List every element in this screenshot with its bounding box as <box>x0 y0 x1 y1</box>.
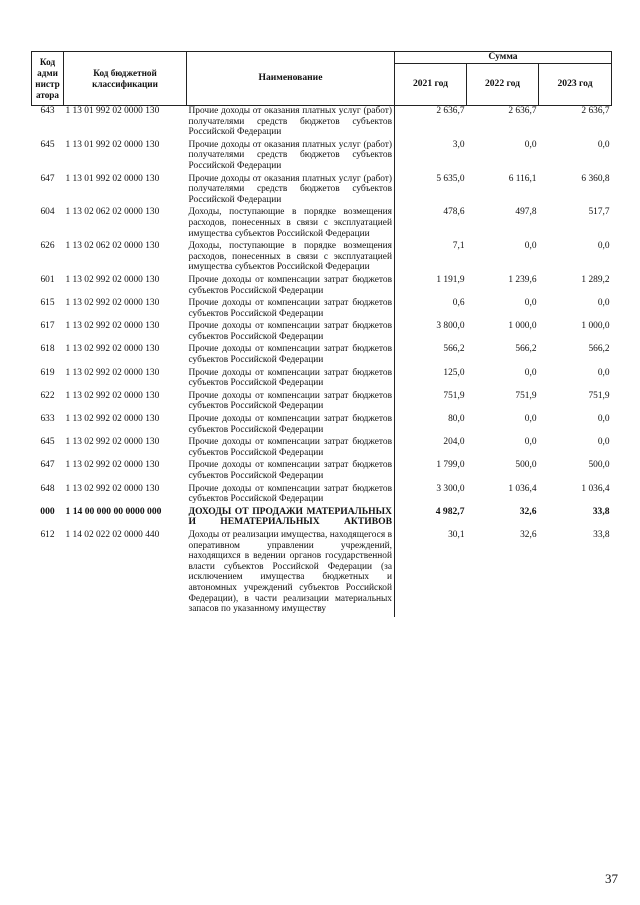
budget-revenue-table <box>31 51 612 617</box>
header-year-2022: 2022 год <box>467 64 539 106</box>
cell-name: Прочие доходы от компенсации затрат бюджетов субъектов Российской Федерации <box>188 298 392 319</box>
cell-sum-2023: 2 636,7 <box>581 106 610 116</box>
cell-sum-2023: 0,0 <box>597 241 610 252</box>
cell-sum-2021: 1 191,9 <box>395 275 467 298</box>
cell-name: ДОХОДЫ ОТ ПРОДАЖИ МАТЕРИАЛЬНЫХ И НЕМАТЕРИАЛЬНЫХ АКТИВОВ <box>188 505 392 528</box>
cell-sum-2022: 1 000,0 <box>508 321 537 332</box>
table-row <box>32 321 612 344</box>
cell-name: Прочие доходы от компенсации затрат бюджетов субъектов Российской Федерации <box>188 344 392 366</box>
cell-sum-2021: 3,0 <box>395 140 467 174</box>
cell-name: Доходы, поступающие в порядке возмещения расходов, понесенных в связи с эксплуатацией имущества субъектов Российской Федерации <box>188 241 392 273</box>
header-name: Наименование <box>187 52 395 106</box>
cell-sum-2022: 1 036,4 <box>508 483 537 494</box>
cell-sum-2023: 0,0 <box>597 139 610 150</box>
table-row <box>32 391 612 414</box>
cell-budget-code: 1 13 02 062 02 0000 130 <box>65 207 160 218</box>
cell-sum-2022: 0,0 <box>524 414 537 425</box>
cell-admin-code: 618 <box>40 344 55 355</box>
cell-sum-2022: 2 636,7 <box>508 106 537 116</box>
header-admin-code: Код адми нистр атора <box>32 52 64 106</box>
cell-admin-code: 647 <box>40 173 55 184</box>
cell-name: Доходы от реализации имущества, находящегося в оперативном управлении учреждений, находящихся в ведении органов государственной власти субъектов Российской Федерации (за исключением имущества бюджетных и автономных учреждений субъектов Российской Федерации), в части реализации материальных запасов по указанному имуществу <box>188 529 392 615</box>
cell-sum-2021: 204,0 <box>395 437 467 460</box>
cell-admin-code: 619 <box>40 367 55 378</box>
cell-name: Прочие доходы от компенсации затрат бюджетов субъектов Российской Федерации <box>188 460 392 481</box>
cell-sum-2023: 0,0 <box>597 367 610 378</box>
cell-sum-2022: 0,0 <box>524 437 537 448</box>
cell-sum-2023: 1 000,0 <box>581 321 610 332</box>
cell-name: Прочие доходы от оказания платных услуг (работ) получателями средств бюджетов субъектов Российской Федерации <box>188 139 392 171</box>
cell-sum-2021: 566,2 <box>395 344 467 367</box>
header-year-2021: 2021 год <box>395 64 467 106</box>
cell-sum-2023: 0,0 <box>597 298 610 309</box>
cell-sum-2023: 33,8 <box>593 529 610 540</box>
cell-budget-code: 1 13 01 992 02 0000 130 <box>65 106 160 116</box>
cell-sum-2022: 1 239,6 <box>508 274 537 285</box>
cell-name: Прочие доходы от компенсации затрат бюджетов субъектов Российской Федерации <box>188 437 392 458</box>
cell-sum-2021: 7,1 <box>395 241 467 275</box>
cell-sum-2023: 500,0 <box>588 460 610 471</box>
cell-budget-code: 1 13 02 992 02 0000 130 <box>65 414 160 425</box>
cell-budget-code: 1 13 02 992 02 0000 130 <box>65 344 160 355</box>
table-row <box>32 298 612 321</box>
table-row <box>32 140 612 174</box>
table-body <box>32 106 612 617</box>
cell-name: Прочие доходы от компенсации затрат бюджетов субъектов Российской Федерации <box>188 483 392 505</box>
table-row <box>32 207 612 241</box>
cell-budget-code: 1 13 02 062 02 0000 130 <box>65 241 160 252</box>
cell-admin-code: 645 <box>40 437 55 448</box>
cell-sum-2022: 0,0 <box>524 298 537 309</box>
cell-sum-2021: 751,9 <box>395 391 467 414</box>
cell-name: Доходы, поступающие в порядке возмещения расходов, понесенных в связи с эксплуатацией имущества субъектов Российской Федерации <box>188 207 392 239</box>
cell-admin-code: 626 <box>40 241 55 252</box>
cell-name: Прочие доходы от компенсации затрат бюджетов субъектов Российской Федерации <box>188 367 392 389</box>
page-number: 37 <box>605 871 618 886</box>
cell-admin-code: 601 <box>40 274 55 285</box>
cell-budget-code: 1 13 02 992 02 0000 130 <box>65 483 160 494</box>
cell-sum-2021: 3 300,0 <box>395 484 467 507</box>
cell-sum-2021: 0,6 <box>395 298 467 321</box>
cell-sum-2022: 0,0 <box>524 241 537 252</box>
cell-name: Прочие доходы от компенсации затрат бюджетов субъектов Российской Федерации <box>188 414 392 435</box>
cell-name: Прочие доходы от оказания платных услуг (работ) получателями средств бюджетов субъектов Российской Федерации <box>188 173 392 205</box>
cell-sum-2022: 500,0 <box>515 460 537 471</box>
cell-admin-code: 604 <box>40 207 55 218</box>
cell-sum-2021: 80,0 <box>395 414 467 437</box>
cell-sum-2023: 0,0 <box>597 437 610 448</box>
cell-budget-code: 1 13 02 992 02 0000 130 <box>65 367 160 378</box>
cell-admin-code: 648 <box>40 483 55 494</box>
cell-sum-2021: 478,6 <box>395 207 467 241</box>
table-row <box>32 460 612 483</box>
cell-admin-code: 643 <box>40 106 55 116</box>
cell-sum-2023: 566,2 <box>588 344 610 355</box>
cell-sum-2022: 566,2 <box>515 344 537 355</box>
table-row <box>32 437 612 460</box>
cell-sum-2022: 0,0 <box>524 367 537 378</box>
cell-budget-code: 1 14 00 000 00 0000 000 <box>65 505 162 517</box>
cell-budget-code: 1 13 02 992 02 0000 130 <box>65 274 160 285</box>
cell-admin-code: 615 <box>40 298 55 309</box>
table-row <box>32 106 612 140</box>
cell-sum-2021: 4 982,7 <box>395 507 467 530</box>
cell-name: Прочие доходы от компенсации затрат бюджетов субъектов Российской Федерации <box>188 390 392 412</box>
cell-admin-code: 000 <box>40 505 55 517</box>
table-row <box>32 174 612 208</box>
cell-name: Прочие доходы от компенсации затрат бюджетов субъектов Российской Федерации <box>188 274 392 296</box>
cell-sum-2022: 6 116,1 <box>508 173 537 184</box>
cell-admin-code: 617 <box>40 321 55 332</box>
header-budget-code: Код бюджетной классификации <box>64 52 187 106</box>
cell-sum-2023: 751,9 <box>588 390 610 401</box>
table-row <box>32 368 612 391</box>
cell-sum-2023: 33,8 <box>592 505 610 517</box>
cell-admin-code: 633 <box>40 414 55 425</box>
cell-admin-code: 612 <box>40 529 55 540</box>
cell-sum-2022: 32,6 <box>519 505 537 517</box>
cell-budget-code: 1 13 01 992 02 0000 130 <box>65 139 160 150</box>
table-row <box>32 484 612 507</box>
cell-admin-code: 647 <box>40 460 55 471</box>
cell-budget-code: 1 13 02 992 02 0000 130 <box>65 321 160 332</box>
table-row <box>32 241 612 275</box>
cell-name: Прочие доходы от компенсации затрат бюджетов субъектов Российской Федерации <box>188 321 392 342</box>
header-year-2023: 2023 год <box>539 64 612 106</box>
cell-sum-2021: 1 799,0 <box>395 460 467 483</box>
cell-sum-2021: 125,0 <box>395 368 467 391</box>
cell-budget-code: 1 13 02 992 02 0000 130 <box>65 390 160 401</box>
cell-sum-2022: 32,6 <box>520 529 537 540</box>
cell-sum-2023: 1 289,2 <box>581 274 610 285</box>
cell-sum-2023: 517,7 <box>588 207 610 218</box>
cell-admin-code: 622 <box>40 390 55 401</box>
cell-budget-code: 1 13 02 992 02 0000 130 <box>65 460 160 471</box>
cell-sum-2021: 2 636,7 <box>395 106 467 140</box>
table-row <box>32 414 612 437</box>
cell-name: Прочие доходы от оказания платных услуг (работ) получателями средств бюджетов субъектов Российской Федерации <box>188 106 392 138</box>
cell-sum-2023: 6 360,8 <box>581 173 610 184</box>
table-row <box>32 507 612 530</box>
cell-admin-code: 645 <box>40 139 55 150</box>
cell-sum-2022: 751,9 <box>515 390 537 401</box>
table-row <box>32 275 612 298</box>
cell-budget-code: 1 13 01 992 02 0000 130 <box>65 173 160 184</box>
cell-sum-2022: 0,0 <box>524 139 537 150</box>
table-row <box>32 344 612 367</box>
cell-sum-2021: 5 635,0 <box>395 174 467 208</box>
cell-sum-2023: 1 036,4 <box>581 483 610 494</box>
header-sum: Сумма <box>395 52 612 64</box>
cell-sum-2021: 3 800,0 <box>395 321 467 344</box>
cell-sum-2021: 30,1 <box>395 530 467 617</box>
cell-sum-2022: 497,8 <box>515 207 537 218</box>
cell-budget-code: 1 14 02 022 02 0000 440 <box>65 529 160 540</box>
cell-budget-code: 1 13 02 992 02 0000 130 <box>65 298 160 309</box>
cell-budget-code: 1 13 02 992 02 0000 130 <box>65 437 160 448</box>
table-row <box>32 530 612 617</box>
cell-sum-2023: 0,0 <box>597 414 610 425</box>
